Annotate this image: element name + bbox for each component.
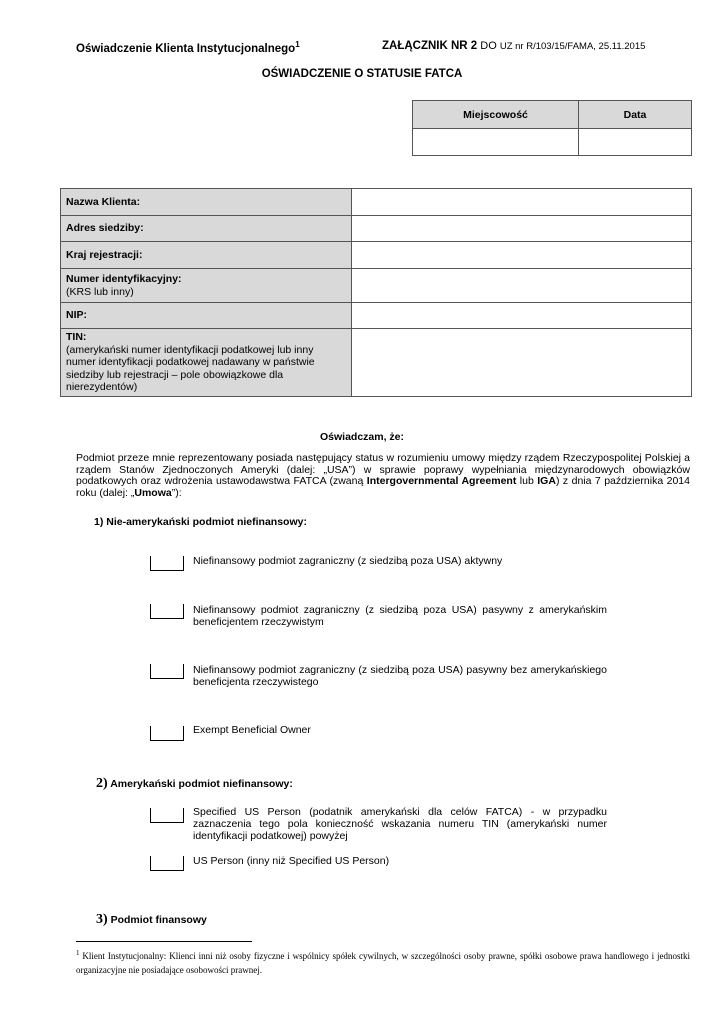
tin-field[interactable] [352, 329, 692, 397]
date-header: Data [579, 101, 692, 129]
option-exempt-beneficial-owner: Exempt Beneficial Owner [193, 724, 311, 736]
document-title: OŚWIADCZENIE O STATUSIE FATCA [261, 68, 463, 80]
tin-label: TIN: (amerykański numer identyfikacji podatkowej lub inny numer identyfikacji podatkowej nadawany w państwie siedziby lub rejestracji – pole obowiązkowe dla nierezydentów) [61, 329, 352, 397]
id-number-hint: (KRS lub inny) [66, 285, 134, 298]
nip-field[interactable] [352, 303, 692, 329]
checkbox-specified-us-person[interactable] [150, 808, 184, 823]
annex-number: ZAŁĄCZNIK NR 2 [382, 40, 478, 52]
annex-reference [382, 40, 645, 52]
client-name-field[interactable] [352, 189, 692, 216]
checkbox-passive-nffe-us-owner[interactable] [150, 604, 184, 619]
annex-do: DO [477, 40, 500, 52]
id-number-label: Numer identyfikacyjny: (KRS lub inny) [61, 269, 352, 303]
form-name [76, 40, 300, 55]
checkbox-passive-nffe-no-us-owner[interactable] [150, 664, 184, 679]
section2-title: 2) Amerykański podmiot niefinansowy: [96, 776, 293, 791]
place-header: Miejscowość [413, 101, 579, 129]
declaration-intro: Podmiot przeze mnie reprezentowany posiada następujący status w rozumieniu umowy między rządem Rzeczypospolitej Polskiej a rządem Stanów Zjednoczonych Ameryki (dalej: „USA”) w sprawie poprawy wypełniania międzynarodowych obowiązków podatkowych oraz wdrożenia ustawodawstwa FATCA (zwaną Intergovernmental Agreement lub IGA) z dnia 7 października 2014 roku (dalej: „Umowa”): [76, 452, 690, 499]
option-passive-nffe-us-owner: Niefinansowy podmiot zagraniczny (z siedzibą poza USA) pasywny z amerykańskim beneficjentem rzeczywistym [193, 604, 607, 629]
section2-number: 2) [96, 776, 108, 791]
annex-ref: UZ nr R/103/15/FAMA, 25.11.2015 [499, 41, 646, 52]
form-name-text: Oświadczenie Klienta Instytucjonalnego [76, 42, 296, 55]
id-number-field[interactable] [352, 269, 692, 303]
client-name-label: Nazwa Klienta: [61, 189, 352, 216]
checkbox-active-nffe[interactable] [150, 556, 184, 571]
address-label: Adres siedziby: [61, 216, 352, 242]
checkbox-exempt-beneficial-owner[interactable] [150, 726, 184, 741]
footnote-text: Klient Instytucjonalny: Klienci inni niż osoby fizyczne i wspólnicy spółek cywilnych, w szczególności osoby prawne, spółki osobowe prawa handlowego i jednostki organizacyjne nie posiadające osobowości prawnej. [76, 951, 690, 975]
section3-number: 3) [96, 912, 108, 927]
section1-title: 1) Nie-amerykański podmiot niefinansowy: [94, 516, 307, 528]
country-label: Kraj rejestracji: [61, 242, 352, 269]
tin-hint: (amerykański numer identyfikacji podatkowej lub inny numer identyfikacji podatkowej nadawany w państwie siedziby lub rejestracji – pole obowiązkowe dla nierezydentów) [66, 343, 315, 394]
place-field[interactable] [413, 129, 579, 156]
client-data-table [60, 188, 692, 397]
footnote-mark: 1 [76, 949, 80, 957]
footnote [76, 946, 690, 977]
section3-title: 3) Podmiot finansowy [96, 912, 207, 927]
option-passive-nffe-no-us-owner: Niefinansowy podmiot zagraniczny (z siedzibą poza USA) pasywny bez amerykańskiego beneficjenta rzeczywistego [193, 664, 607, 689]
date-field[interactable] [579, 129, 692, 156]
option-active-nffe: Niefinansowy podmiot zagraniczny (z siedzibą poza USA) aktywny [193, 555, 503, 567]
option-us-person: US Person (inny niż Specified US Person) [193, 855, 390, 867]
declaration-heading: Oświadczam, że: [319, 431, 405, 443]
footnote-ref: 1 [295, 40, 300, 49]
checkbox-us-person[interactable] [150, 856, 184, 871]
option-specified-us-person: Specified US Person (podatnik amerykański dla celów FATCA) - w przypadku zaznaczenia tego pola konieczność wskazania numeru TIN (amerykański numer identyfikacji podatkowej) powyżej [193, 806, 607, 843]
footnote-divider [76, 941, 252, 942]
address-field[interactable] [352, 216, 692, 242]
place-date-table [412, 100, 692, 156]
nip-label: NIP: [61, 303, 352, 329]
country-field[interactable] [352, 242, 692, 269]
